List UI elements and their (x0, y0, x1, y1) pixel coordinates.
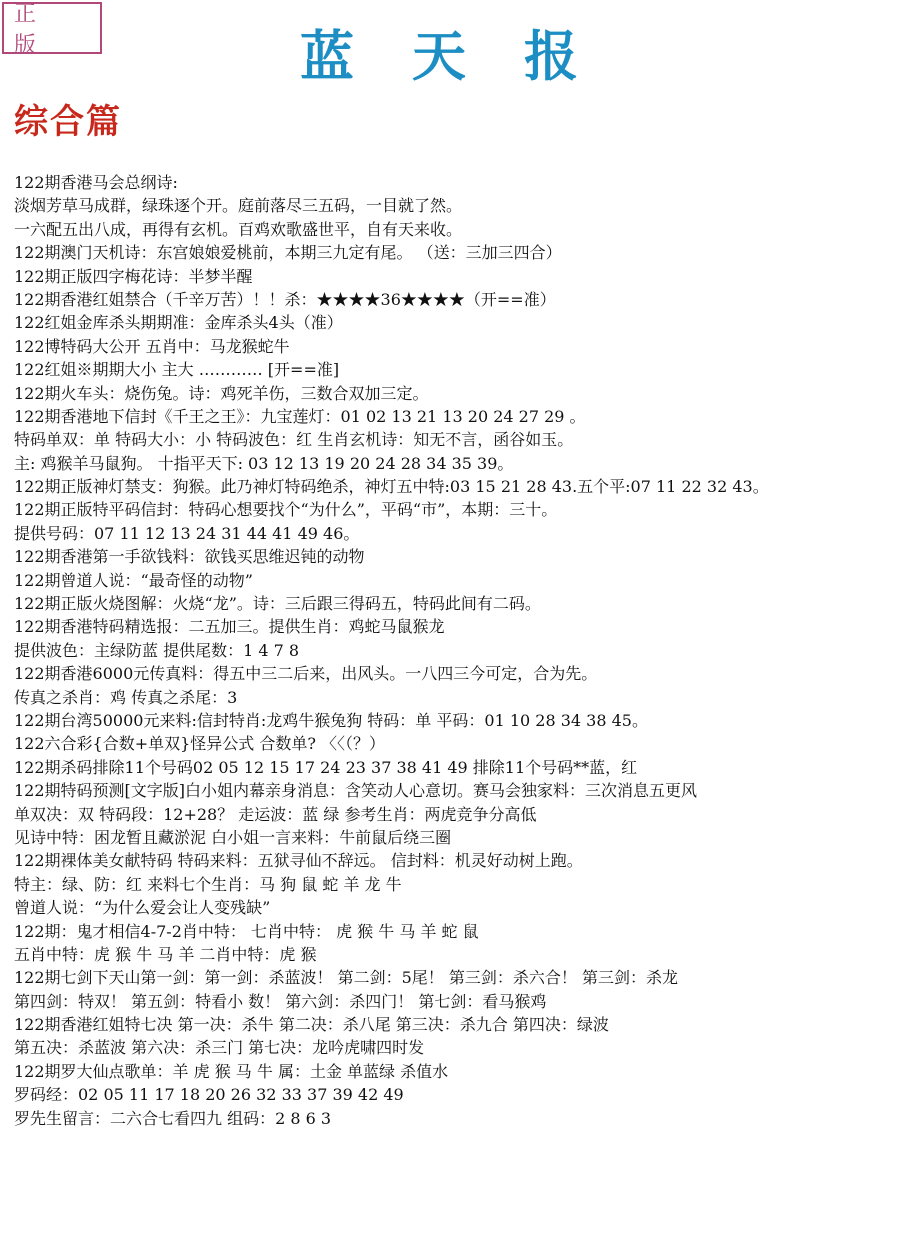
text-line: 特码单双：单 特码大小：小 特码波色：红 生肖玄机诗：知无不言，函谷如玉。 (14, 430, 574, 450)
text-line: 122博特码大公开 五肖中：马龙猴蛇牛 (14, 336, 290, 356)
text-line: 122期特码预测[文字版]白小姐内幕亲身消息：含笑动人心意切。赛马会独家料：三次消息五更风 (14, 781, 698, 801)
text-line: 罗先生留言：二六合七看四九 组码：2 8 6 3 (14, 1108, 332, 1128)
text-line: 主: 鸡猴羊马鼠狗。 十指平天下: 03 12 13 19 20 24 28 34 35 39。 (14, 453, 514, 473)
text-line: 提供波色：主绿防蓝 提供尾数：1 4 7 8 (14, 640, 300, 660)
text-line: 122期香港6000元传真料：得五中三二后来，出风头。一八四三今可定，合为先。 (14, 664, 598, 684)
text-line: 单双决：双 特码段：12+28？ 走运波：蓝 绿 参考生肖：两虎竞争分高低 (14, 804, 537, 824)
text-line: 提供号码：07 11 12 13 24 31 44 41 49 46。 (14, 523, 360, 543)
text-line: 122期台湾50000元来料:信封特肖:龙鸡牛猴兔狗 特码：单 平码：01 10 28 34 38 45。 (14, 710, 648, 730)
edition-stamp: 正 版 (2, 2, 102, 54)
text-line: 122六合彩{合数+单双}怪异公式 合数单? 〈〈（？） (14, 734, 386, 754)
text-line: 122期罗大仙点歌单：羊 虎 猴 马 牛 属：土金 单蓝绿 杀值水 (14, 1061, 449, 1081)
text-line: 淡烟芳草马成群，绿珠逐个开。庭前落尽三五码，一目就了然。 (14, 196, 463, 216)
text-line: 122期七剑下天山第一剑：第一剑：杀蓝波！ 第二剑：5尾！ 第三剑：杀六合！ 第三剑：杀龙 (14, 968, 678, 988)
text-line: 曾道人说：“为什么爱会让人变残缺” (14, 898, 271, 918)
text-line: 122期正版特平码信封：特码心想要找个“为什么”，平码“市”，本期：三十。 (14, 500, 558, 520)
page-title: 蓝天报 (300, 24, 636, 88)
text-line: 罗码经：02 05 11 17 18 20 26 32 33 37 39 42 49 (14, 1085, 404, 1105)
text-line: 122期裸体美女献特码 特码来料：五狱寻仙不辞远。 信封料：机灵好动树上跑。 (14, 851, 583, 871)
text-line: 122期香港红姐禁合（千辛万苦）！！杀：★★★★36★★★★（开==准） (14, 289, 556, 309)
text-line: 第五决：杀蓝波 第六决：杀三门 第七决：龙吟虎啸四时发 (14, 1038, 425, 1058)
section-heading: 综合篇 (14, 102, 122, 142)
text-line: 122期香港红姐特七决 第一决：杀牛 第二决：杀八尾 第三决：杀九合 第四决：绿波 (14, 1015, 609, 1035)
text-line: 122期杀码排除11个号码02 05 12 15 17 24 23 37 38 41 49 排除11个号码**蓝，红 (14, 757, 638, 777)
text-line: 第四剑：特双！ 第五剑：特看小 数！ 第六剑：杀四门！ 第七剑：看马猴鸡 (14, 991, 547, 1011)
text-body (14, 171, 900, 1130)
text-line: 五肖中特：虎 猴 牛 马 羊 二肖中特：虎 猴 (14, 944, 317, 964)
text-line: 122红姐※期期大小 主大 ………… [开==准] (14, 360, 340, 380)
text-line: 一六配五出八成，再得有玄机。百鸡欢歌盛世平，自有天来收。 (14, 219, 463, 239)
text-line: 122期：鬼才相信4-7-2肖中特： 七肖中特： 虎 猴 牛 马 羊 蛇 鼠 (14, 921, 479, 941)
text-line: 见诗中特：困龙暂且藏淤泥 白小姐一言来料：牛前鼠后绕三圈 (14, 827, 452, 847)
text-line: 122期澳门天机诗：东宫娘娘爱桃前，本期三九定有尾。 （送：三加三四合） (14, 243, 562, 263)
text-line: 122期火车头：烧伤兔。诗：鸡死羊伤，三数合双加三定。 (14, 383, 429, 403)
text-line: 122期正版四字梅花诗：半梦半醒 (14, 266, 253, 286)
text-line: 122期香港特码精选报：二五加三。提供生肖：鸡蛇马鼠猴龙 (14, 617, 445, 637)
text-line: 122期香港地下信封《千王之王》：九宝莲灯：01 02 13 21 13 20 24 27 29 。 (14, 406, 586, 426)
text-line: 122期曾道人说：“最奇怪的动物” (14, 570, 253, 590)
text-line: 122期香港第一手欲钱料：欲钱买思维迟钝的动物 (14, 547, 365, 567)
text-line: 122期正版火烧图解：火烧“龙”。诗：三后跟三得码五，特码此间有二码。 (14, 594, 541, 614)
text-line: 传真之杀肖：鸡 传真之杀尾：3 (14, 687, 238, 707)
text-line: 122红姐金库杀头期期准：金库杀头4头（准） (14, 313, 343, 333)
text-line: 122期正版神灯禁支：狗猴。此乃神灯特码绝杀，神灯五中特:03 15 21 28 43.五个平:07 11 22 32 43。 (14, 477, 769, 497)
text-line: 特主：绿、防：红 来料七个生肖：马 狗 鼠 蛇 羊 龙 牛 (14, 874, 402, 894)
text-line: 122期香港马会总纲诗: (14, 173, 178, 192)
